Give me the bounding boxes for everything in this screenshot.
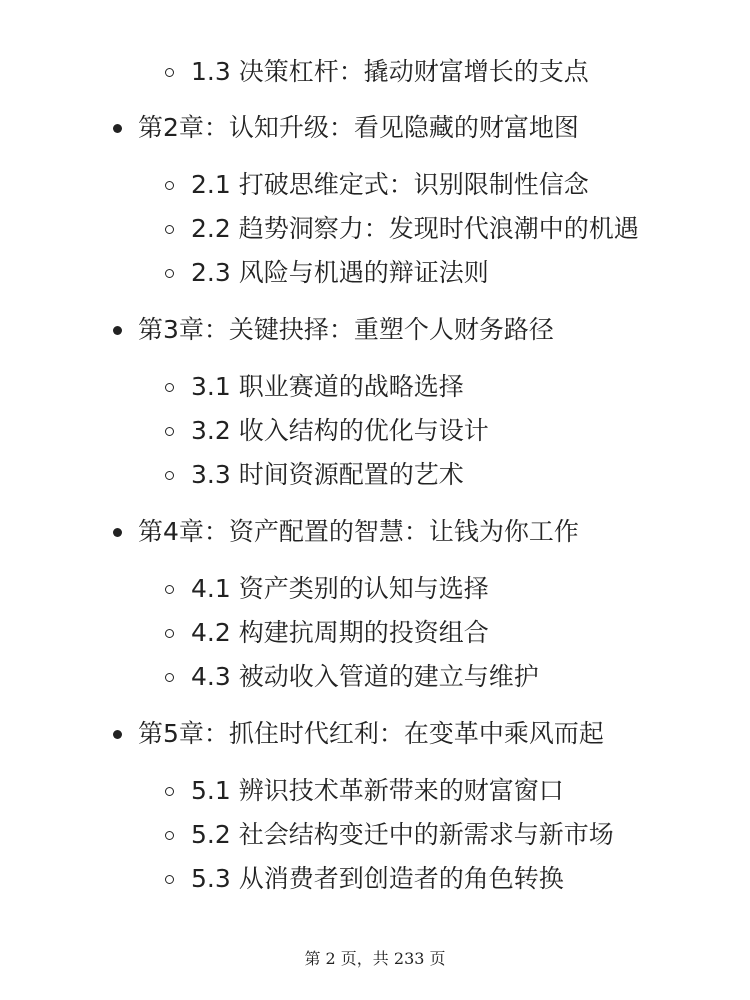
- toc-section-item: [165, 572, 489, 606]
- hollow-circle-bullet-icon: [165, 269, 174, 278]
- toc-section-label: 3.1 职业赛道的战略选择: [191, 372, 464, 401]
- toc-section-label: 2.3 风险与机遇的辩证法则: [191, 258, 489, 287]
- toc-chapter-label: 第3章：关键抉择：重塑个人财务路径: [138, 315, 554, 344]
- toc-section-label: 2.2 趋势洞察力：发现时代浪潮中的机遇: [191, 214, 639, 243]
- toc-section-label: 4.2 构建抗周期的投资组合: [191, 618, 489, 647]
- toc-section-item: [165, 55, 589, 89]
- toc-section-label: 5.3 从消费者到创造者的角色转换: [191, 864, 564, 893]
- hollow-circle-bullet-icon: [165, 225, 174, 234]
- page-number-footer: 第 2 页，共 233 页: [304, 949, 446, 968]
- toc-section-label: 4.3 被动收入管道的建立与维护: [191, 662, 539, 691]
- toc-chapter-label: 第5章：抓住时代红利：在变革中乘风而起: [138, 719, 604, 748]
- hollow-circle-bullet-icon: [165, 831, 174, 840]
- toc-section-item: [165, 862, 564, 896]
- toc-section-item: [165, 414, 489, 448]
- hollow-circle-bullet-icon: [165, 383, 174, 392]
- filled-disc-bullet-icon: [113, 326, 122, 335]
- toc-chapter-item: [113, 717, 604, 751]
- toc-section-label: 3.2 收入结构的优化与设计: [191, 416, 489, 445]
- hollow-circle-bullet-icon: [165, 471, 174, 480]
- hollow-circle-bullet-icon: [165, 629, 174, 638]
- hollow-circle-bullet-icon: [165, 68, 174, 77]
- toc-chapter-label: 第2章：认知升级：看见隐藏的财富地图: [138, 113, 579, 142]
- toc-section-item: [165, 212, 639, 246]
- filled-disc-bullet-icon: [113, 124, 122, 133]
- hollow-circle-bullet-icon: [165, 787, 174, 796]
- hollow-circle-bullet-icon: [165, 673, 174, 682]
- toc-section-item: [165, 458, 464, 492]
- hollow-circle-bullet-icon: [165, 181, 174, 190]
- toc-section-item: [165, 370, 464, 404]
- toc-section-item: [165, 774, 564, 808]
- toc-chapter-item: [113, 515, 579, 549]
- toc-chapter-item: [113, 111, 579, 145]
- toc-section-label: 4.1 资产类别的认知与选择: [191, 574, 489, 603]
- toc-section-item: [165, 818, 614, 852]
- toc-chapter-label: 第4章：资产配置的智慧：让钱为你工作: [138, 517, 579, 546]
- toc-section-item: [165, 168, 589, 202]
- toc-section-label: 3.3 时间资源配置的艺术: [191, 460, 464, 489]
- toc-section-label: 2.1 打破思维定式：识别限制性信念: [191, 170, 589, 199]
- filled-disc-bullet-icon: [113, 730, 122, 739]
- toc-section-label: 1.3 决策杠杆：撬动财富增长的支点: [191, 57, 589, 86]
- toc-section-item: [165, 256, 489, 290]
- toc-section-label: 5.1 辨识技术革新带来的财富窗口: [191, 776, 564, 805]
- toc-chapter-item: [113, 313, 554, 347]
- hollow-circle-bullet-icon: [165, 875, 174, 884]
- hollow-circle-bullet-icon: [165, 585, 174, 594]
- toc-section-item: [165, 660, 539, 694]
- toc-section-label: 5.2 社会结构变迁中的新需求与新市场: [191, 820, 614, 849]
- hollow-circle-bullet-icon: [165, 427, 174, 436]
- toc-section-item: [165, 616, 489, 650]
- filled-disc-bullet-icon: [113, 528, 122, 537]
